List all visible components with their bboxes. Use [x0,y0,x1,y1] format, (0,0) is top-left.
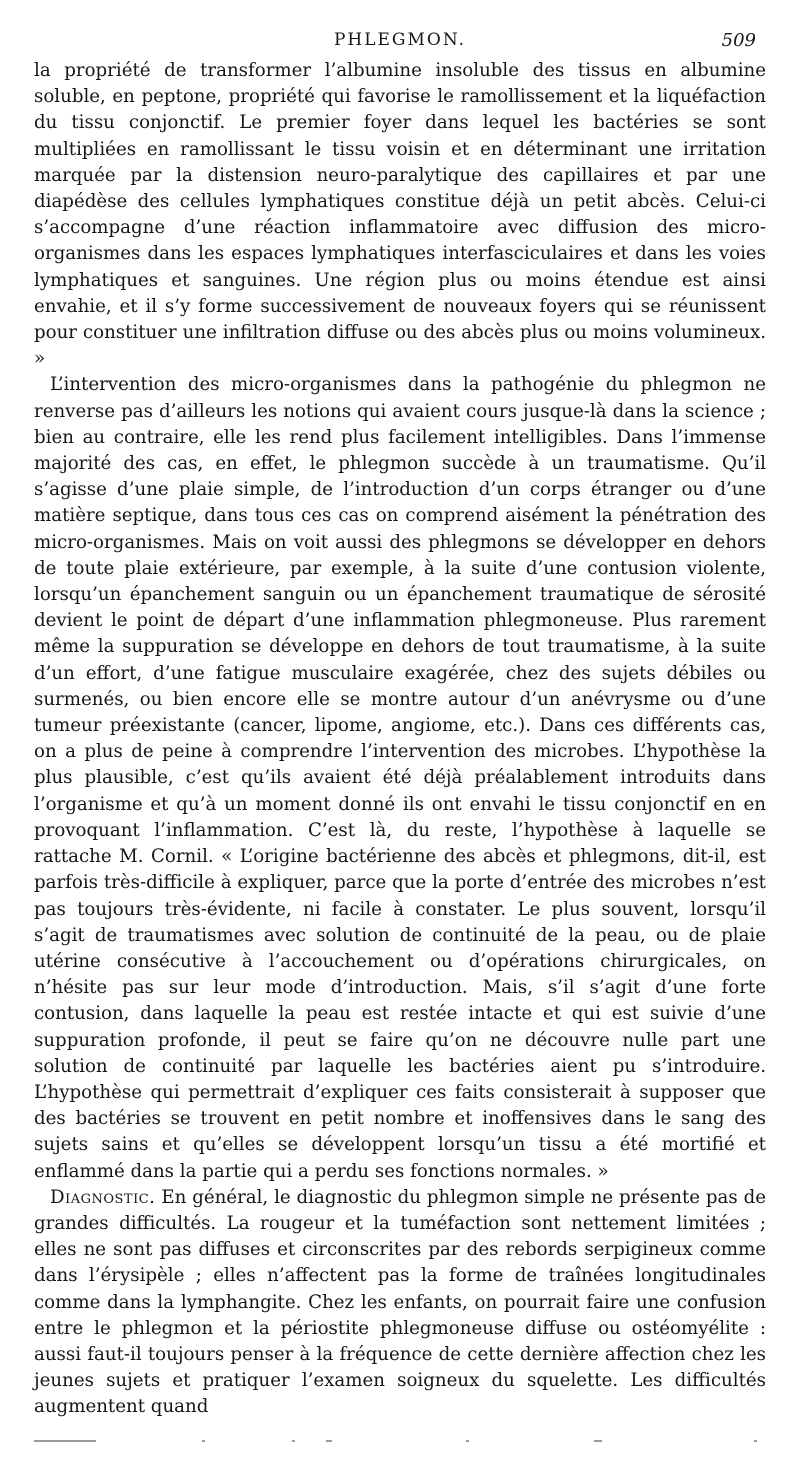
paragraph-text: L’intervention des micro-organismes dans la pathogénie du phlegmon ne renverse pas d’ailleurs les notions qui avaient cours jusque-là dans la science ; bien au contraire, elle les rend plus facilement intelligibles. Dans l’immense majorité des cas, en effet, le phlegmon succède à un traumatisme. Qu’il s’agisse d’une plaie simple, de l’introduction d’un corps étranger ou d’une matière septique, dans tous ces cas on comprend aisément la pénétration des micro-organismes. Mais on voit aussi des phlegmons se développer en dehors de toute plaie extérieure, par exemple, à la suite d’une contusion violente, lorsqu’un épanchement sanguin ou un épanchement traumatique de sérosité devient le point de départ d’une inflammation phlegmoneuse. Plus rarement même la suppuration se développe en dehors de tout traumatisme, à la suite d’un effort, d’une fatigue musculaire exagérée, chez des sujets débiles ou surmenés, ou bien encore elle se montre autour d’un anévrysme ou d’une tumeur préexistante (cancer, lipome, angiome, etc.). Dans ces différents cas, on a plus de peine à comprendre l’intervention des microbes. L’hypothèse la plus plausible, c’est qu’ils avaient été déjà préalablement introduits dans l’organisme et qu’à un moment donné ils ont envahi le tissu conjonctif en en provoquant l’inflammation. C’est là, du reste, l’hypothèse à laquelle se rattache M. Cornil. « L’origine bactérienne des abcès et phlegmons, dit-il, est parfois très-difficile à expliquer, parce que la porte d’entrée des microbes n’est pas toujours très-évidente, ni facile à constater. Le plus souvent, lorsqu’il s’agit de traumatismes avec solution de continuité de la peau, ou de plaie utérine consécutive à l’accouchement ou d’opérations chirurgicales, on n’hésite pas sur leur mode d’introduction. Mais, s’il s’agit d’une forte contusion, dans laquelle la peau est restée intacte et qui est suivie d’une suppuration profonde, il peut se faire qu’on ne découvre nulle part une solution de continuité par laquelle les bactéries aient pu s’introduire. L’hypothèse qui permettrait d’expliquer ces faits consisterait à supposer que des bactéries se trouvent en petit nombre et inoffensives dans le sang des sujets sains et qu’elles se développent lorsqu’un tissu a été mortifié et enflammé dans la partie qui a perdu ses fonctions normales. » [34,374,766,1182]
scan-mark [754,1440,757,1442]
paragraph-diagnostic [34,1185,766,1421]
scan-mark [326,1440,332,1442]
scan-mark [594,1440,602,1442]
paragraph-text: la propriété de transformer l’albumine insoluble des tissus en albumine soluble, en peptone, propriété qui favorise le ramollissement et la liquéfaction du tissu conjonctif. Le premier foyer dans lequel les bactéries se sont multipliées en ramollissant le tissu voisin et en déterminant une irritation marquée par la distension neuro-paralytique des capillaires et par une diapédèse des cellules lymphatiques constitue déjà un petit abcès. Celui-ci s’accompagne d’une réaction inflammatoire avec diffusion des micro-organismes dans les espaces lymphatiques interfasciculaires et dans les voies lymphatiques et sanguines. Une région plus ou moins étendue est ainsi envahie, et il s’y forme successivement de nouveaux foyers qui se réunissent pour constituer une infiltration diffuse ou des abcès plus ou moins volumineux. » [34,60,766,370]
scan-mark [34,1440,96,1442]
paragraph-text: En général, le diagnostic du phlegmon simple ne présente pas de grandes difficultés. La rougeur et la tuméfaction sont nettement limitées ; elles ne sont pas diffuses et circonscrites par des rebords serpigineux comme dans l’érysipèle ; elles n’affectent pas la forme de traînées longitudinales comme dans la lymphangite. Chez les enfants, on pourrait faire une confusion entre le phlegmon et la périostite phlegmoneuse diffuse ou ostéomyélite : aussi faut-il toujours penser à la fréquence de cette dernière affection chez les jeunes sujets et pratiquer l’examen soigneux du squelette. Les difficultés augmentent quand [34,1186,766,1418]
paragraph-pathogenie [34,372,766,1184]
scan-mark [202,1440,205,1442]
body-text [34,58,766,1421]
scan-mark [292,1440,295,1442]
bottom-scan-marks [34,1436,766,1446]
scan-mark [466,1440,469,1442]
running-title: PHLEGMON. [333,30,467,50]
page-number: 509 [721,30,756,51]
section-lead-diagnostic: Diagnostic. [50,1186,156,1208]
running-head [34,30,766,56]
paragraph-continuation [34,58,766,372]
